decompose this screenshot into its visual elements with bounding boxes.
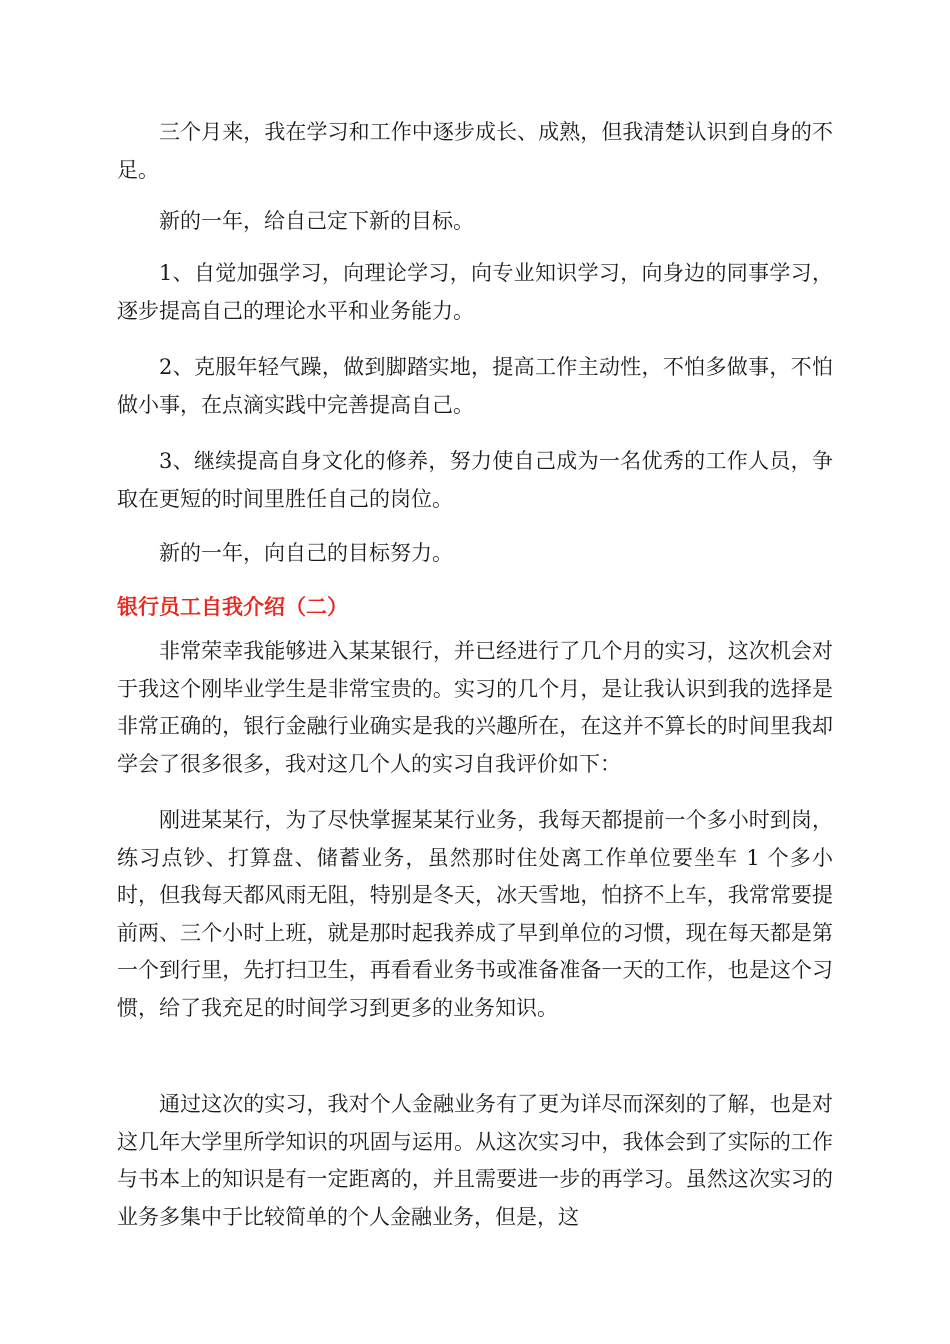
paragraph-habits: 刚进某某行，为了尽快掌握某某行业务，我每天都提前一个多小时到岗，练习点钞、打算盘、储蓄业务，虽然那时住处离工作单位要坐车 1 个多小时，但我每天都风雨无阻，特别是冬天，冰天雪地，怕挤不上车，我常常要提前两、三个小时上班，就是那时起我养成了早到单位的习惯，现在每天都是第一个到行里，先打扫卫生，再看看业务书或准备准备一天的工作，也是这个习惯，给了我充足的时间学习到更多的业务知识。 bbox=[117, 808, 833, 1020]
paragraph-goal-3: 3、继续提高自身文化的修养，努力使自己成为一名优秀的工作人员，争取在更短的时间里胜任自己的岗位。 bbox=[117, 449, 833, 511]
paragraph-closing: 新的一年，向自己的目标努力。 bbox=[159, 541, 453, 565]
paragraph-goal-2: 2、克服年轻气躁，做到脚踏实地，提高工作主动性，不怕多做事，不怕做小事，在点滴实践中完善提高自己。 bbox=[117, 355, 833, 417]
paragraph-goal-1: 1、自觉加强学习，向理论学习，向专业知识学习，向身边的同事学习，逐步提高自己的理论水平和业务能力。 bbox=[117, 261, 833, 323]
paragraph-experience: 通过这次的实习，我对个人金融业务有了更为详尽而深刻的了解，也是对这几年大学里所学知识的巩固与运用。从这次实习中，我体会到了实际的工作与书本上的知识是有一定距离的，并且需要进一步的再学习。虽然这次实习的业务多集中于比较简单的个人金融业务，但是，这 bbox=[117, 1092, 833, 1229]
paragraph-new-goals: 新的一年，给自己定下新的目标。 bbox=[159, 209, 474, 233]
section-heading: 银行员工自我介绍（二） bbox=[117, 595, 348, 619]
paragraph-intro: 非常荣幸我能够进入某某银行，并已经进行了几个月的实习，这次机会对于我这个刚毕业学生是非常宝贵的。实习的几个月，是让我认识到我的选择是非常正确的，银行金融行业确实是我的兴趣所在，在这并不算长的时间里我却学会了很多很多，我对这几个人的实习自我评价如下： bbox=[117, 639, 833, 776]
paragraph-shortcomings: 三个月来，我在学习和工作中逐步成长、成熟，但我清楚认识到自身的不足。 bbox=[117, 120, 833, 182]
